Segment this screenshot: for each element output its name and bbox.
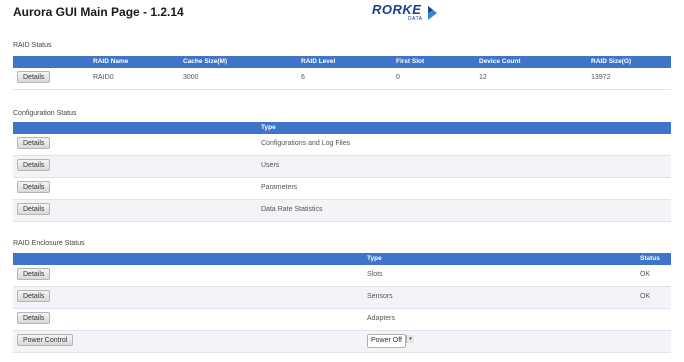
col-status: Status	[640, 255, 660, 262]
col-type: Type	[261, 124, 276, 131]
adapters-details-button[interactable]: Details	[17, 312, 50, 324]
raid-status-table	[13, 56, 671, 90]
slots-details-button[interactable]: Details	[17, 268, 50, 280]
col-raid-level: RAID Level	[301, 58, 336, 65]
table-row	[13, 287, 671, 309]
logo-text: RORKE	[372, 2, 422, 17]
enclosure-status-label: RAID Enclosure Status	[13, 240, 85, 247]
raid-level-cell: 6	[301, 74, 305, 81]
power-select[interactable]	[367, 334, 412, 348]
config-details-button[interactable]: Details	[17, 137, 50, 149]
table-row	[13, 178, 671, 200]
type-cell: Users	[261, 162, 280, 169]
col-raid-name: RAID Name	[93, 58, 129, 65]
rorke-logo	[372, 2, 438, 28]
type-cell: Parameters	[261, 184, 298, 191]
table-row	[13, 156, 671, 178]
device-count-cell: 12	[479, 74, 487, 81]
config-status-label: Configuration Status	[13, 110, 77, 117]
config-status-header	[13, 122, 671, 134]
col-first-slot: First Slot	[396, 58, 425, 65]
type-cell: Adapters	[367, 315, 396, 322]
raid-details-button[interactable]: Details	[17, 71, 50, 83]
table-row	[13, 331, 671, 353]
users-details-button[interactable]: Details	[17, 159, 50, 171]
col-device-count: Device Count	[479, 58, 521, 65]
table-row	[13, 309, 671, 331]
rorke-logo-mark-icon	[428, 4, 438, 20]
table-row	[13, 68, 671, 90]
type-cell: Slots	[367, 271, 383, 278]
col-cache-size: Cache Size(M)	[183, 58, 228, 65]
table-row	[13, 200, 671, 222]
status-cell: OK	[640, 293, 651, 300]
col-raid-size: RAID Size(G)	[591, 58, 632, 65]
chevron-down-icon: ▾	[406, 335, 414, 343]
status-cell: OK	[640, 271, 651, 278]
data-rate-details-button[interactable]: Details	[17, 203, 50, 215]
raid-status-label: RAID Status	[13, 42, 52, 49]
logo-subtext: DATA	[408, 16, 423, 22]
raid-status-header	[13, 56, 671, 68]
sensors-details-button[interactable]: Details	[17, 290, 50, 302]
raid-size-cell: 13972	[591, 74, 611, 81]
power-control-button[interactable]: Power Control	[17, 334, 73, 346]
config-status-table	[13, 122, 671, 222]
table-row	[13, 265, 671, 287]
type-cell: Configurations and Log Files	[261, 140, 351, 147]
first-slot-cell: 0	[396, 74, 400, 81]
enclosure-status-table	[13, 253, 671, 353]
enclosure-status-header	[13, 253, 671, 265]
table-row	[13, 134, 671, 156]
power-select-value: Power Off	[371, 337, 402, 344]
raid-name-cell: RAID0	[93, 74, 114, 81]
type-cell: Sensors	[367, 293, 393, 300]
type-cell: Data Rate Statistics	[261, 206, 323, 213]
cache-size-cell: 3000	[183, 74, 199, 81]
parameters-details-button[interactable]: Details	[17, 181, 50, 193]
col-type: Type	[367, 255, 382, 262]
page-title: Aurora GUI Main Page - 1.2.14	[13, 5, 184, 19]
